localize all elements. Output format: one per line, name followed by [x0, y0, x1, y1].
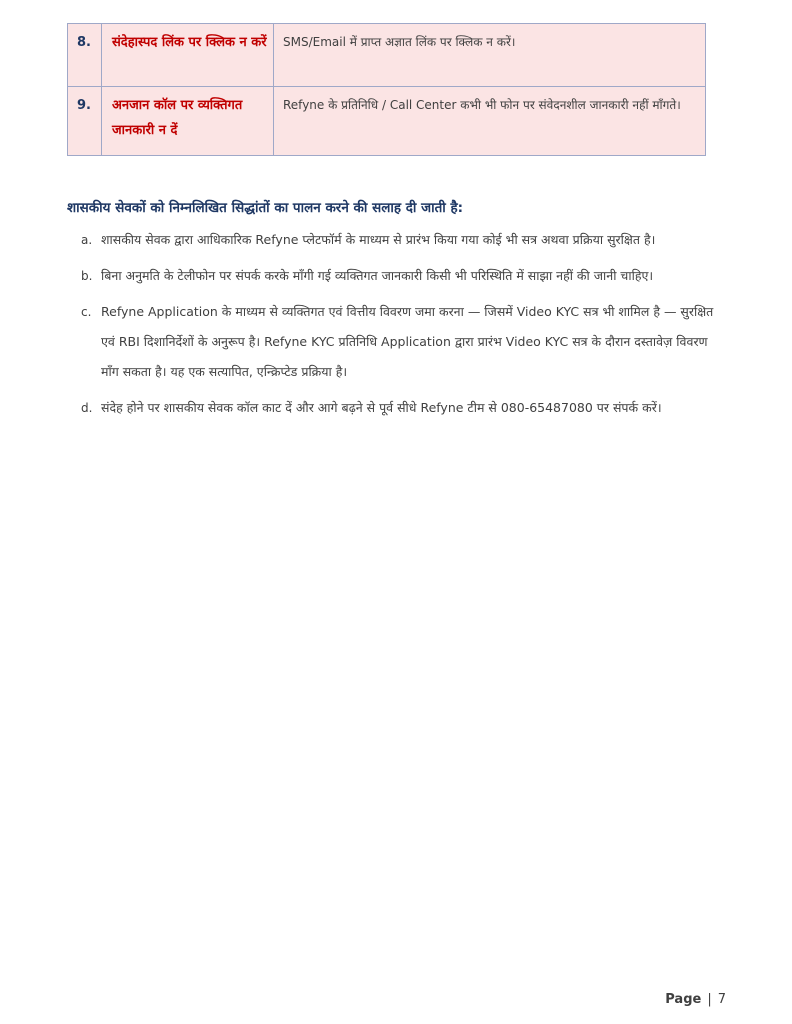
row-title: अनजान कॉल पर व्यक्तिगत जानकारी न दें	[112, 98, 243, 138]
row-number: 9.	[77, 98, 91, 113]
list-item-text: शासकीय सेवक द्वारा आधिकारिक Refyne प्लेटफॉर्म के माध्यम से प्रारंभ किया गया कोई भी सत्र अथवा प्रक्रिया सुरक्षित है।	[101, 232, 656, 247]
row-description: SMS/Email में प्राप्त अज्ञात लिंक पर क्लिक न करें।	[283, 35, 516, 49]
list-item	[67, 393, 717, 423]
principles-list	[67, 225, 717, 429]
row-number: 8.	[77, 35, 91, 50]
row-description-cell	[274, 24, 706, 87]
row-description: Refyne के प्रतिनिधि / Call Center कभी भी फोन पर संवेदनशील जानकारी नहीं माँगते।	[283, 98, 681, 112]
page-label: Page	[665, 992, 702, 1007]
rules-table	[67, 23, 706, 156]
list-marker: c.	[81, 305, 92, 319]
page-separator: |	[707, 992, 712, 1007]
list-marker: a.	[81, 233, 93, 247]
table-row	[68, 24, 706, 87]
list-item	[67, 261, 717, 291]
row-number-cell	[68, 24, 102, 87]
list-item-text: Refyne Application के माध्यम से व्यक्तिगत एवं वित्तीय विवरण जमा करना — जिसमें Video KYC सत्र भी शामिल है — सुरक्षित एवं RBI दिशानिर्देशों के अनुरूप है। Refyne KYC प्रतिनिधि Application द्वारा प्रारंभ Video KYC सत्र के दौरान दस्तावेज़ विवरण माँग सकता है। यह एक सत्यापित, एन्क्रिप्टेड प्रक्रिया है।	[101, 304, 714, 379]
section-heading: शासकीय सेवकों को निम्नलिखित सिद्धांतों का पालन करने की सलाह दी जाती है:	[67, 200, 464, 216]
row-title: संदेहास्पद लिंक पर क्लिक न करें	[112, 35, 267, 50]
list-item	[67, 297, 717, 387]
row-number-cell	[68, 87, 102, 156]
list-item-text: बिना अनुमति के टेलीफोन पर संपर्क करके माँगी गई व्यक्तिगत जानकारी किसी भी परिस्थिति में साझा नहीं की जानी चाहिए।	[101, 268, 654, 283]
row-title-cell	[102, 87, 274, 156]
list-marker: d.	[81, 401, 93, 415]
list-item-text: संदेह होने पर शासकीय सेवक कॉल काट दें और आगे बढ़ने से पूर्व सीधे Refyne टीम से 080-65487080 पर संपर्क करें।	[101, 400, 662, 415]
page-footer	[665, 992, 726, 1007]
list-marker: b.	[81, 269, 93, 283]
table-row	[68, 87, 706, 156]
page-number: 7	[717, 992, 726, 1007]
row-description-cell	[274, 87, 706, 156]
list-item	[67, 225, 717, 255]
row-title-cell	[102, 24, 274, 87]
